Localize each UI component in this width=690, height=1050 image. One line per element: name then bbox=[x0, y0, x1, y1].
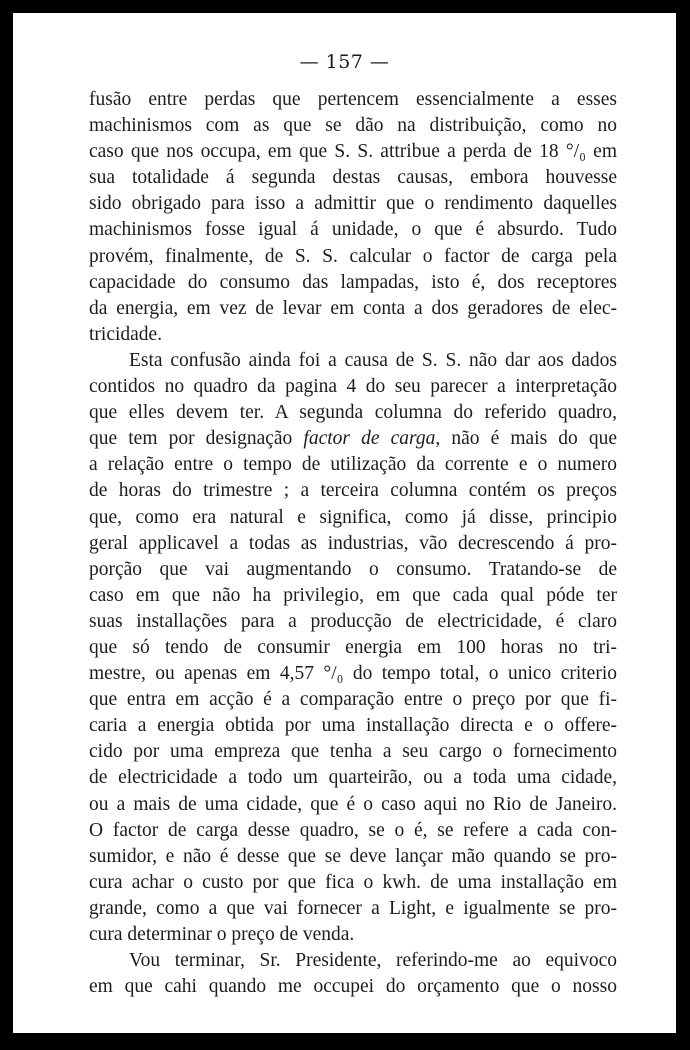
page-text bbox=[89, 87, 617, 1000]
text-line: sido obrigado para isso a admittir que o rendimento daquelles bbox=[89, 193, 617, 215]
page-number: — 157 — bbox=[299, 51, 390, 73]
text-line: em que cahi quando me occupei do orçamento que o nosso bbox=[89, 976, 617, 998]
text-line: sua totalidade á segunda destas causas, embora houvesse bbox=[89, 167, 617, 189]
text-line: de electricidade a todo um quarteirão, ou a toda uma cidade, bbox=[89, 767, 617, 789]
text-line: fusão entre perdas que pertencem essencialmente a esses bbox=[89, 89, 617, 110]
text-line: ou a mais de uma cidade, que é o caso aqui no Rio de Janeiro. bbox=[89, 793, 617, 815]
text-line: que elles devem ter. A segunda columna do referido quadro, bbox=[89, 402, 617, 424]
text-line: sumidor, e não é desse que se deve lançar mão quando se pro- bbox=[89, 845, 617, 867]
text-line: mestre, ou apenas em 4,57 °/₀ do tempo total, o unico criterio bbox=[89, 663, 617, 685]
text-fragment: , não é mais do que bbox=[435, 428, 618, 450]
text-line: Vou terminar, Sr. Presidente, referindo-me ao equivoco bbox=[129, 950, 617, 972]
text-line: machinismos fosse igual á unidade, o que é absurdo. Tudo bbox=[89, 219, 617, 241]
italic-term: factor de carga bbox=[303, 428, 436, 450]
text-line: contidos no quadro da pagina 4 do seu parecer a interpretação bbox=[89, 376, 617, 398]
text-line: que entra em acção é a comparação entre o preço por que fi- bbox=[89, 689, 617, 711]
text-line: geral applicavel a todas as industrias, vão decrescendo á pro- bbox=[89, 532, 617, 554]
text-line-with-italic bbox=[89, 426, 617, 452]
book-page bbox=[13, 13, 676, 1033]
text-line: provém, finalmente, de S. S. calcular o factor de carga pela bbox=[89, 245, 617, 267]
text-line: O factor de carga desse quadro, se o é, se refere a cada con- bbox=[89, 819, 617, 841]
text-fragment: que tem por designação bbox=[89, 428, 304, 450]
text-line: Esta confusão ainda foi a causa de S. S. não dar aos dados bbox=[129, 349, 617, 371]
text-line: caso que nos occupa, em que S. S. attribue a perda de 18 °/₀ em bbox=[89, 141, 617, 163]
text-line: machinismos com as que se dão na distribuição, como no bbox=[89, 115, 617, 137]
text-line: que só tendo de consumir energia em 100 horas no tri- bbox=[89, 636, 617, 658]
text-line: grande, como a que vai fornecer a Light, e igualmente se pro- bbox=[89, 897, 617, 919]
text-line: capacidade do consumo das lampadas, isto é, dos receptores bbox=[89, 271, 617, 293]
text-line: cido por uma empreza que tenha a seu cargo o fornecimento bbox=[89, 741, 617, 763]
text-line: suas installações para a producção de electricidade, é claro bbox=[89, 610, 617, 632]
text-line: tricidade. bbox=[89, 323, 163, 345]
text-line: da energia, em vez de levar em conta a dos geradores de elec- bbox=[89, 297, 617, 319]
text-line: a relação entre o tempo de utilização da corrente e o numero bbox=[89, 454, 617, 476]
text-line: cura determinar o preço de venda. bbox=[89, 924, 355, 945]
text-line: cura achar o custo por que fica o kwh. de uma installação em bbox=[89, 871, 617, 893]
text-line: porção que vai augmentando o consumo. Tratando-se de bbox=[89, 558, 617, 580]
text-line: caria a energia obtida por uma installação directa e o offere- bbox=[89, 715, 617, 737]
text-line: caso em que não ha privilegio, em que cada qual póde ter bbox=[89, 584, 617, 606]
text-line: que, como era natural e significa, como já disse, principio bbox=[89, 506, 617, 528]
text-line: de horas do trimestre ; a terceira columna contém os preços bbox=[89, 480, 617, 502]
